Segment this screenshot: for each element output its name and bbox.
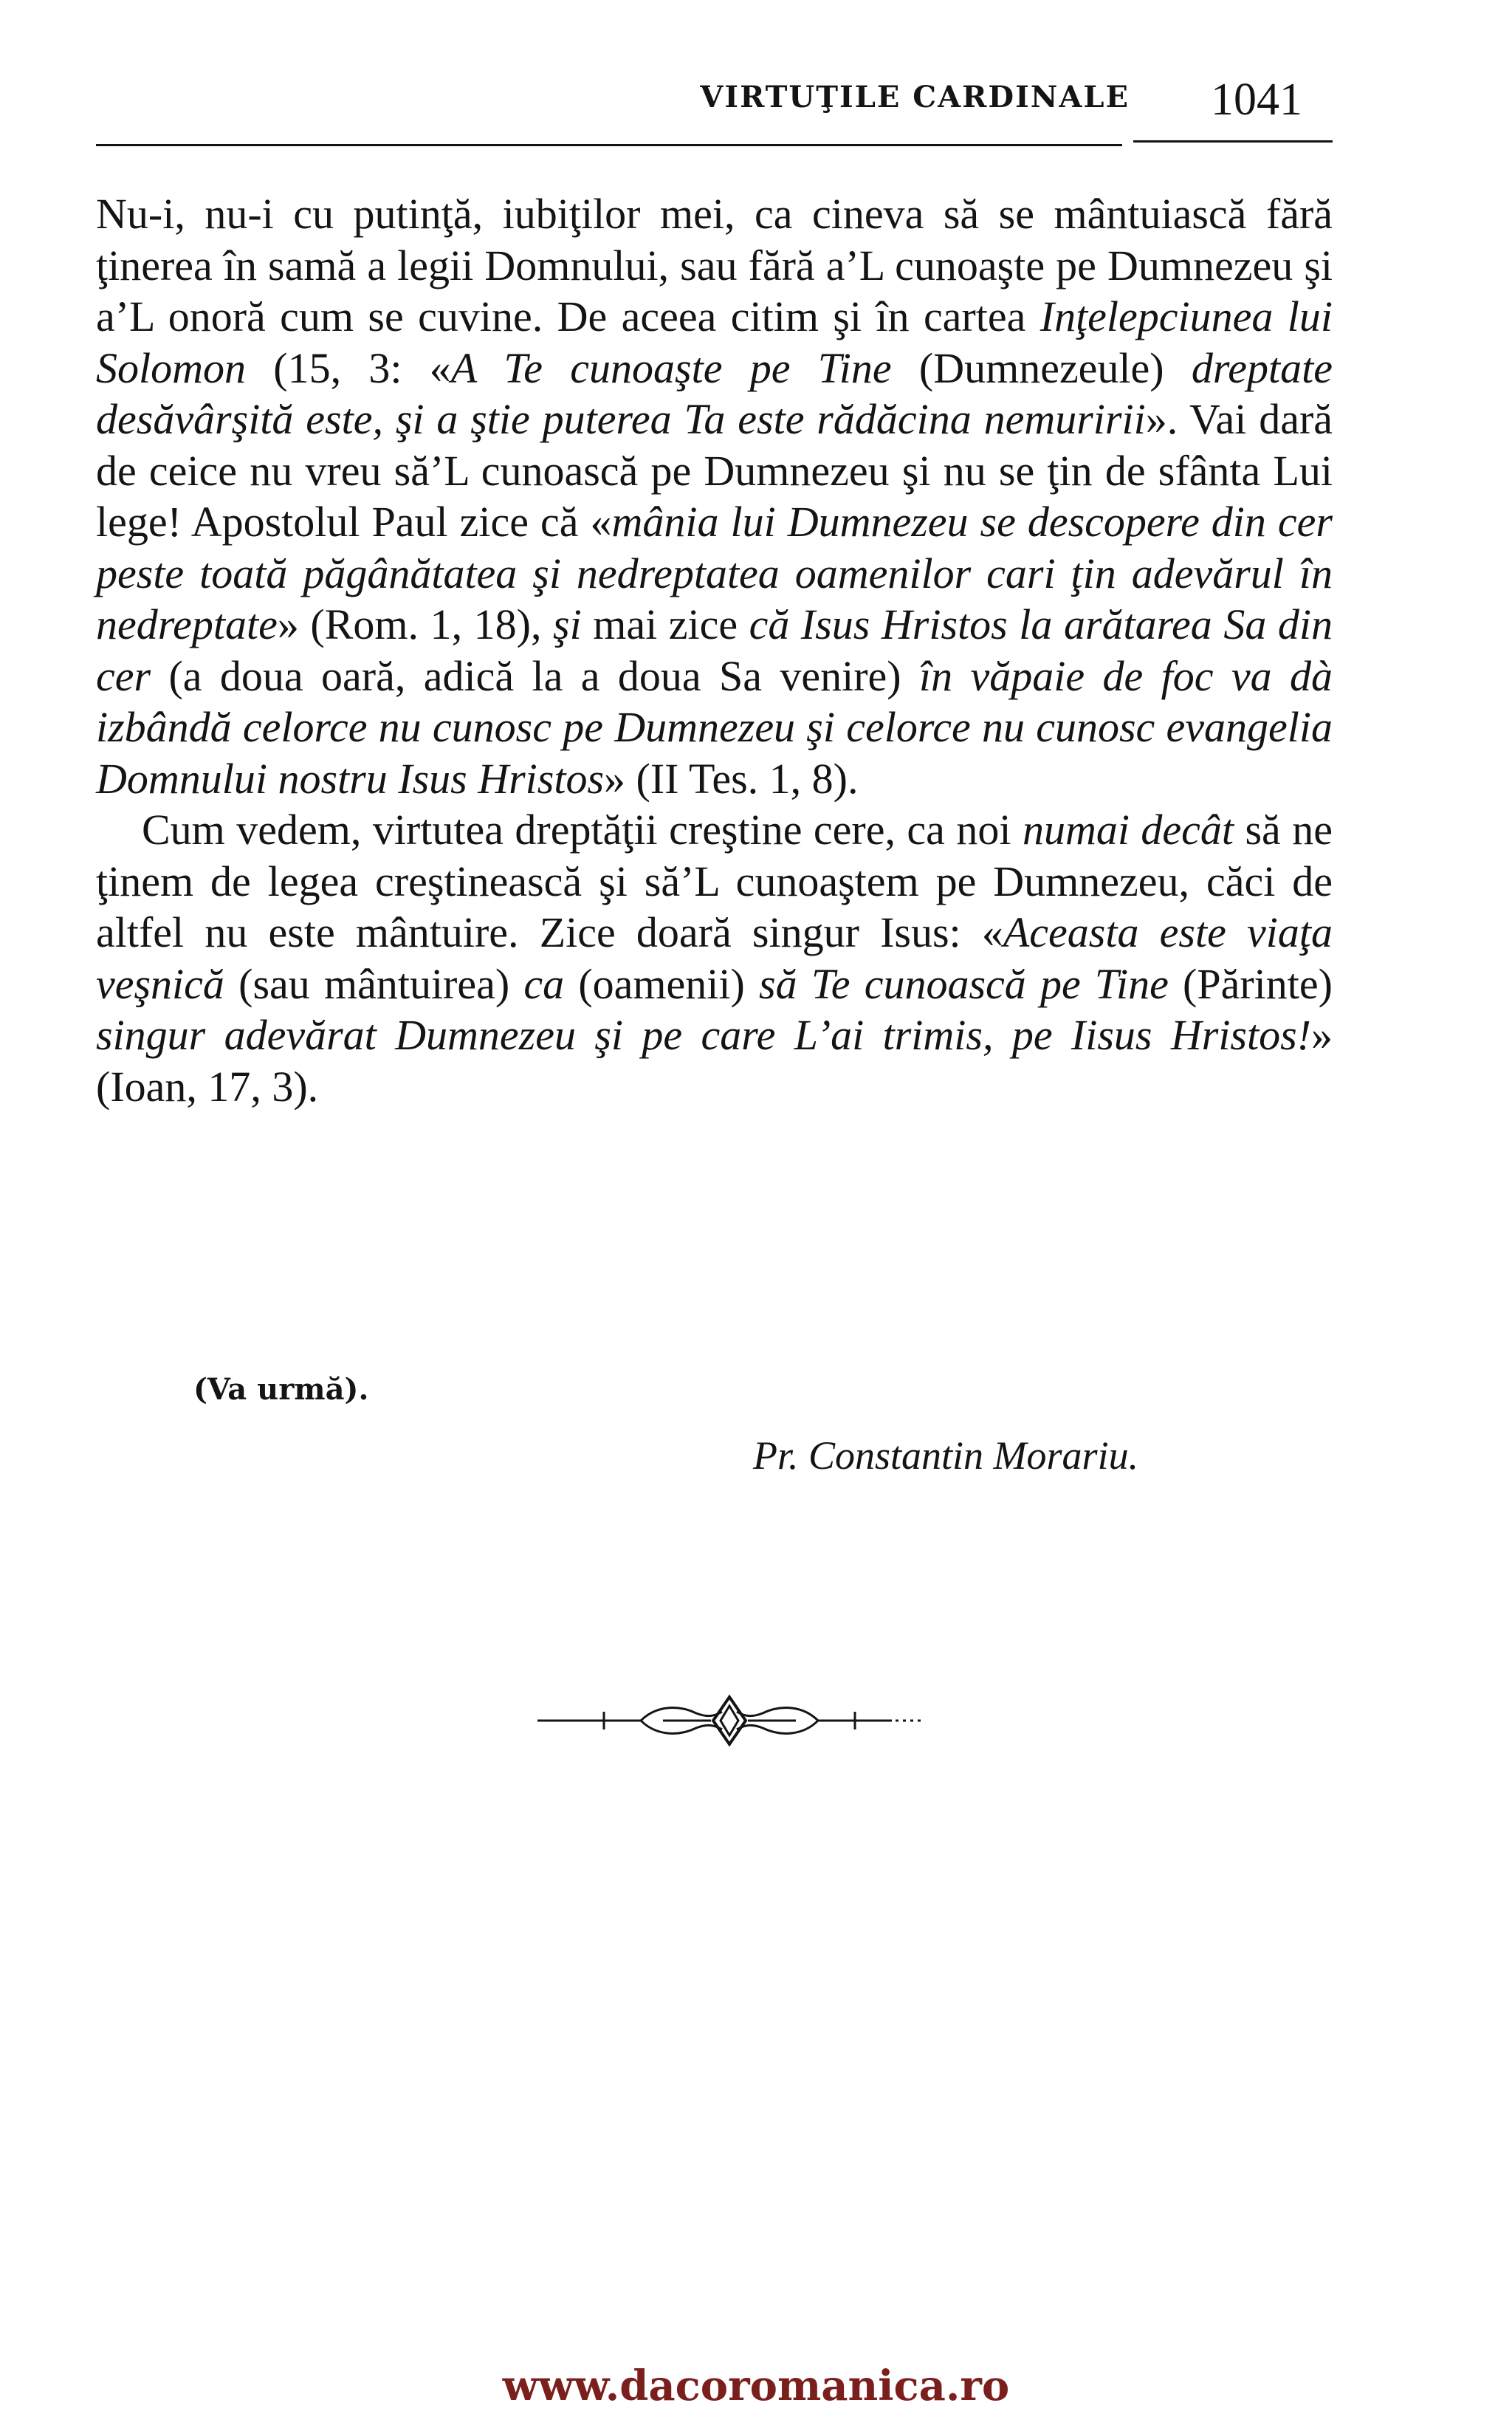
text-run: Nu-i, nu-i cu putinţă, iubiţilor mei, ca cineva să se mântuiască fără ţinerea în samă a legii Domnului, sau fără a’L cunoaşte pe Dumnezeu şi a’L onoră cum se cuvine. De aceea citim şi în cartea bbox=[96, 190, 1333, 340]
italic-run: Aceasta este viaţa veşnică bbox=[96, 908, 1333, 1008]
italic-run: să Te cunoască pe Tine bbox=[759, 959, 1169, 1008]
italic-run: ca bbox=[523, 959, 565, 1008]
paragraph-1 bbox=[96, 188, 1333, 804]
text-run: mai zice bbox=[581, 600, 749, 648]
text-run: să ne ţinem de legea creştinească şi să’L cunoaştem pe Dumnezeu, căci de altfel nu este mântuire. Zice doară singur Isus: « bbox=[96, 806, 1333, 956]
text-run: » (Ioan, 17, 3). bbox=[96, 1011, 1333, 1111]
italic-run: singur adevărat Dumnezeu şi pe care L’ai trimis, pe Iisus Hristos! bbox=[96, 1011, 1311, 1059]
article-body bbox=[96, 188, 1333, 1112]
text-run: (a doua oară, adică la a doua Sa venire) bbox=[151, 651, 919, 700]
header-rule-right bbox=[1133, 140, 1333, 143]
italic-run: Inţelepciunea lui Solomon bbox=[96, 292, 1333, 392]
text-run: (Dumnezeule) bbox=[891, 343, 1192, 392]
italic-run: A Te cunoaşte pe Tine bbox=[450, 343, 892, 392]
italic-run: mânia lui Dumnezeu se descopere din cer peste toată păgânătatea şi nedreptatea oamenilor cari ţin adevărul în nedreptate bbox=[96, 498, 1333, 648]
text-run: » (II Tes. 1, 8). bbox=[604, 754, 859, 803]
page-number: 1041 bbox=[1211, 75, 1302, 125]
text-run: » (Rom. 1, 18), bbox=[277, 600, 553, 648]
text-run: (oamenii) bbox=[564, 959, 760, 1008]
paragraph-2 bbox=[96, 804, 1333, 1112]
italic-run: numai decât bbox=[1022, 806, 1234, 854]
running-header-title: VIRTUŢILE CARDINALE bbox=[700, 80, 1130, 114]
text-run: ». Vai dară de ceice nu vreu să’L cunoască pe Dumnezeu şi nu se ţin de sfânta Lui lege! Apostolul Paul zice că « bbox=[96, 395, 1333, 546]
text-run: (Părinte) bbox=[1168, 959, 1333, 1008]
footer-url: www.dacoromanica.ro bbox=[502, 2362, 1010, 2410]
italic-run: în văpaie de foc va dà izbândă celorce nu cunosc pe Dumnezeu şi celorce nu cunosc evangelia Domnului nostru Isus Hristos bbox=[96, 651, 1333, 803]
italic-run: dreptate desăvârşită este, şi a ştie puterea Ta este rădăcina nemuririi bbox=[96, 343, 1333, 443]
continuation-note: (Va urmă). bbox=[193, 1372, 369, 1407]
text-run: Cum vedem, virtutea dreptăţii creştine cere, ca noi bbox=[142, 806, 1023, 854]
text-run: (sau mântuirea) bbox=[224, 959, 524, 1008]
decorative-divider-icon bbox=[530, 1691, 929, 1750]
italic-run: că Isus Hristos la arătarea Sa din cer bbox=[96, 600, 1333, 700]
text-run: (15, 3: « bbox=[246, 343, 451, 392]
author-signature: Pr. Constantin Morariu. bbox=[753, 1433, 1139, 1478]
italic-run: şi bbox=[553, 600, 582, 648]
header-rule-left bbox=[96, 144, 1122, 146]
